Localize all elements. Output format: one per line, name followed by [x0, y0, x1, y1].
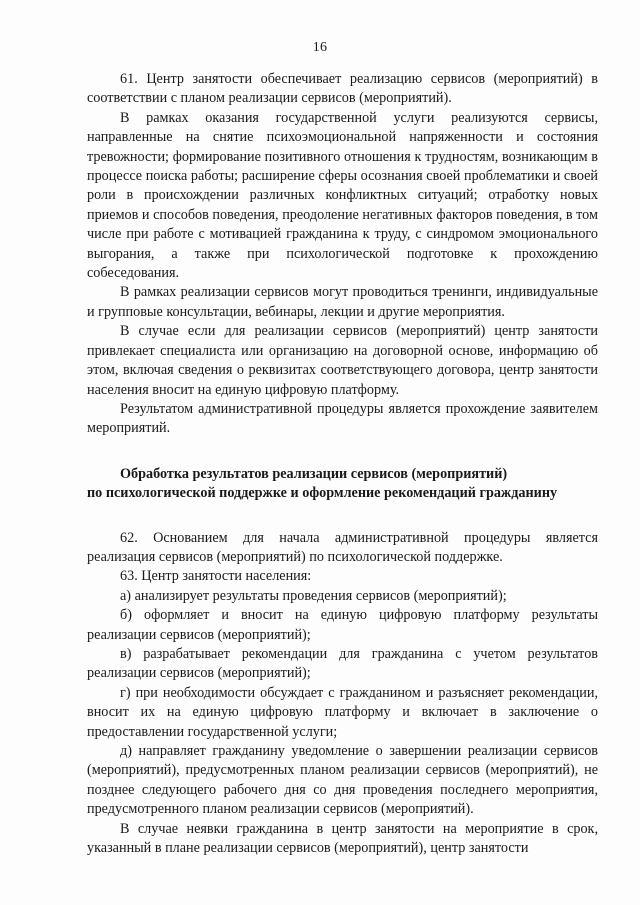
- paragraph-procedure-result: Результатом административной процедуры является прохождение заявителем мероприятий.: [87, 400, 598, 437]
- paragraph-63: 63. Центр занятости населения:: [120, 568, 312, 585]
- list-item-v: в) разрабатывает рекомендации для гражданина с учетом результатов реализации сервисов (мероприятий);: [87, 645, 598, 682]
- document-body: [87, 70, 598, 858]
- section-heading: [87, 465, 598, 504]
- list-item-g: г) при необходимости обсуждает с гражданином и разъясняет рекомендации, вносит их на единую цифровую платформу и включает в заключение о предоставлении государственной услуги;: [87, 684, 598, 740]
- paragraph-trainings: В рамках реализации сервисов могут проводиться тренинги, индивидуальные и групповые консультации, вебинары, лекции и другие мероприятия.: [87, 284, 598, 320]
- paragraph-no-show: В случае неявки гражданина в центр занятости на мероприятие в срок, указанный в плане реализации сервисов (мероприятий), центр занятости: [87, 820, 598, 857]
- list-item-b: б) оформляет и вносит на единую цифровую платформу результаты реализации сервисов (мероприятий);: [87, 607, 598, 643]
- list-item-d: д) направляет гражданину уведомление о завершении реализации сервисов (мероприятий), предусмотренных планом реализации сервисов (мероприятий), не позднее следующего рабочего дня со дня проведения последнего мероприятия, предусмотренного планом реализации сервисов (мероприятий).: [87, 743, 598, 818]
- paragraph-services-description: В рамках оказания государственной услуги реализуются сервисы, направленные на снятие психоэмоциональной напряженности и состояния тревожности; формирование позитивного отношения к трудностям, возникающим в процессе поиска работы; расширение сферы осознания своей проблематики и своей роли в происхождении различных конфликтных ситуаций; отработку новых приемов и способов поведения, преодоление негативных факторов поведения, в том числе при работе с мотивацией гражданина к труду, с синдромом эмоционального выгорания, а также при психологической подготовке к прохождению собеседования.: [87, 109, 598, 282]
- section-heading-line1: Обработка результатов реализации сервисов (мероприятий): [120, 465, 508, 482]
- page-number: 16: [312, 40, 328, 55]
- list-item-a: а) анализирует результаты проведения сервисов (мероприятий);: [120, 587, 507, 604]
- paragraph-62: 62. Основанием для начала административной процедуры является реализация сервисов (мероприятий) по психологической поддержке.: [87, 529, 598, 565]
- section-heading-line2: по психологической поддержке и оформление рекомендаций гражданину: [87, 485, 558, 502]
- paragraph-specialist-contract: В случае если для реализации сервисов (мероприятий) центр занятости привлекает специалиста или организацию на договорной основе, информацию об этом, включая сведения о реквизитах соответствующего договора, центр занятости населения вносит на единую цифровую платформу.: [87, 323, 598, 398]
- paragraph-61: 61. Центр занятости обеспечивает реализацию сервисов (мероприятий) в соответствии с планом реализации сервисов (мероприятий).: [87, 71, 598, 107]
